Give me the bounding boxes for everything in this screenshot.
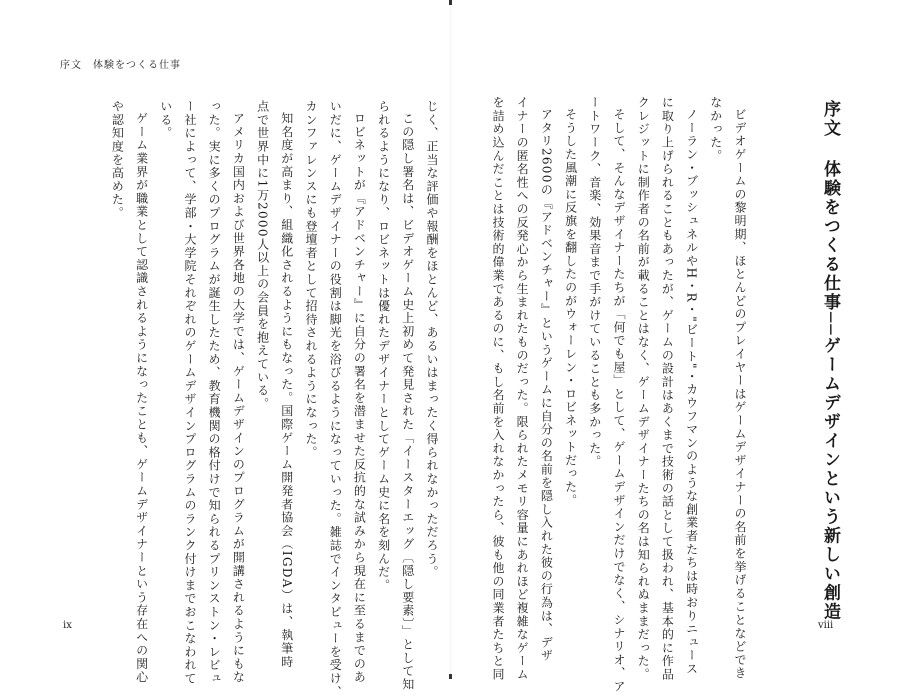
text-line: ートワーク、音楽、効果音まで手がけていることも多かった。 <box>587 96 602 469</box>
text-line: そして、そんなデザイナーたちが「何でも屋」として、ゲームデザインだけでなく、シナリオ、ア <box>611 108 626 694</box>
trim-mark-bottom <box>449 674 452 679</box>
text-line: や認知度を高めた。 <box>110 100 125 220</box>
text-line: 点で世界中に1万2000人以上の会員を抱えている。 <box>255 100 270 411</box>
text-line: この隠し署名は、ビデオゲーム史上初めて発見された「イースターエッグ〔隠し要素〕」として知 <box>400 112 415 692</box>
text-line: ノーラン・ブッシュネルやH・R・"ビート"・カウフマンのような創業者たちは時おりニュース <box>684 108 699 676</box>
gutter <box>450 0 452 679</box>
trim-mark-top <box>449 0 452 5</box>
text-line: カンファレンスにも登壇者として招待されるようになった。 <box>303 100 318 460</box>
chapter-label: 序文 <box>820 100 840 138</box>
right-page-body <box>486 96 752 694</box>
text-line: った。実に多くのプログラムが誕生したため、教育機関の格付けで知られるプリンストン・レビュ <box>207 100 222 686</box>
text-line: イナーの匿名性への反発心から生まれたものだった。限られたメモリ容量にあれほど複雑なゲーム <box>515 96 530 682</box>
page-number-right: viii <box>818 620 834 631</box>
text-line: なかった。 <box>708 96 723 163</box>
text-line: そうした風潮に反旗を翻したのがウォーレン・ロビネットだった。 <box>563 108 578 507</box>
text-line: いる。 <box>158 100 173 140</box>
text-line: ゲーム業界が職業として認識されるようになったことも、ゲームデザイナーという存在への関心 <box>134 112 149 684</box>
text-line: クレジットに制作者の名前が載ることはなく、ゲームデザイナーたちの名は知られぬままだった。 <box>636 96 651 682</box>
chapter-title <box>818 100 842 621</box>
chapter-heading: 体験をつくる仕事──ゲームデザインという新しい創造 <box>820 160 840 622</box>
running-head: 序文 体験をつくる仕事 <box>60 60 181 71</box>
page-number-left: ix <box>63 620 72 631</box>
text-line: アメリカ国内および世界各地の大学では、ゲームデザインのプログラムが開講されるようにもな <box>231 112 246 684</box>
text-line: じく、正当な評価や報酬をほとんど、あるいはまったく得られなかっただろう。 <box>425 100 439 579</box>
text-line: を詰め込んだことは技術的偉業であるのに、もし名前を入れなかったら、彼も他の同業者たちと同 <box>490 96 505 682</box>
text-line: アタリ2600の『アドベンチャー』というゲームに自分の名前を隠し入れた彼の行為は、デザ <box>539 108 554 663</box>
text-line: 知名度が高まり、組織化されるようにもなった。国際ゲーム開発者協会（IGDA）は、執筆時 <box>279 112 294 669</box>
text-line: ロビネットが『アドベンチャー』に自分の署名を潜ませた反抗的な試みから現在に至るまでのあ <box>352 112 367 684</box>
left-page-body <box>105 100 444 699</box>
text-line: に取り上げられることもあったが、ゲームの設計はあくまで技術の話として扱われ、基本的に作品 <box>660 96 675 682</box>
text-line: ー社によって、学部・大学院それぞれのゲームデザインプログラムのランク付けまでおこなわれて <box>182 100 197 686</box>
text-line: いだに、ゲームデザイナーの役割は脚光を浴びるようになっていった。雑誌でインタビューを受け、 <box>328 100 343 699</box>
text-line: られるようになり、ロビネットは優れたデザイナーとしてゲーム史に名を刻んだ。 <box>376 100 391 593</box>
text-line: ビデオゲームの黎明期、ほとんどのプレイヤーはゲームデザイナーの名前を挙げることなどでき <box>733 108 747 680</box>
